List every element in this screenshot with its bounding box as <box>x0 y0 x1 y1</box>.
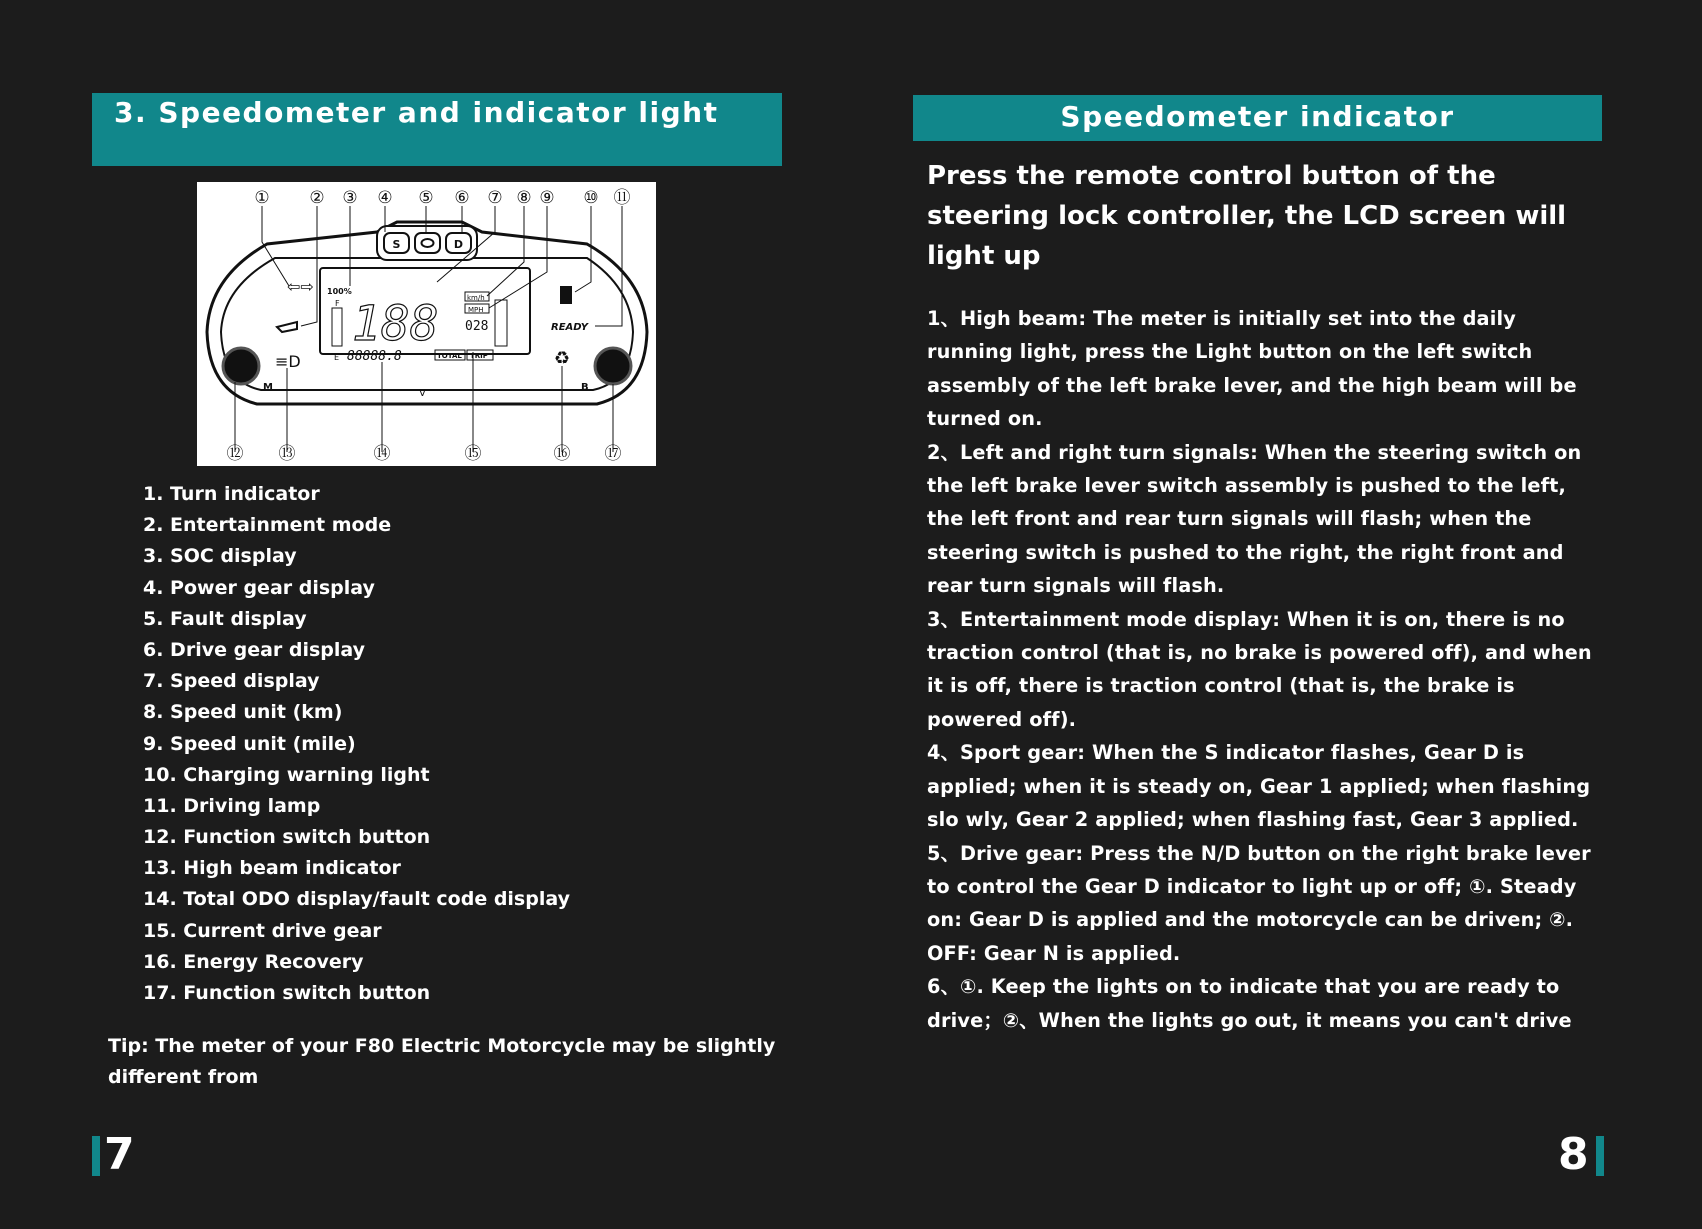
section-title-banner-right <box>913 95 1602 141</box>
s-button-label: S <box>392 238 401 251</box>
callout-11: ⑪ <box>613 188 631 208</box>
instruction-paragraph: 1、High beam: The meter is initially set into the daily running light, press the Light button on the left switch assembly of the left brake lever, and the high beam will be turned on. <box>927 307 1577 431</box>
page-number-bar-left <box>92 1136 100 1176</box>
instruction-paragraph: 5、Drive gear: Press the N/D button on the right brake lever to control the Gear D indicator to light up or off; ①. Steady on: Gear D is applied and the motorcycle can be driven; ②. OFF: Gear N is applied. <box>927 841 1591 965</box>
callout-16: ⑯ <box>553 444 571 464</box>
section-title: 3. Speedometer and indicator light <box>114 96 719 129</box>
mph-label: MPH <box>468 306 484 314</box>
page-number-right: 8 <box>1558 1129 1589 1180</box>
page-number-left: 7 <box>104 1129 135 1180</box>
svg-text:≡D: ≡D <box>275 352 301 371</box>
section-title-banner <box>92 93 782 166</box>
legend-item: 9. Speed unit (mile) <box>143 732 356 755</box>
d-button-label: D <box>453 238 464 251</box>
dashboard-diagram <box>197 182 656 466</box>
f-label: F <box>335 299 340 308</box>
callout-5: ⑤ <box>418 188 434 208</box>
callout-8: ⑧ <box>516 188 532 208</box>
legend-item: 6. Drive gear display <box>143 638 366 661</box>
instruction-paragraph: 2、Left and right turn signals: When the steering switch on the left brake lever switch assembly is pushed to the left, the left front and rear turn signals will flash; when the steering switch is pushed to the right, the right front and rear turn signals will flash. <box>927 440 1582 598</box>
svg-text:V: V <box>419 388 426 399</box>
legend-item: 16. Energy Recovery <box>143 950 364 973</box>
callout-15: ⑮ <box>464 444 482 464</box>
callout-3: ③ <box>342 188 358 208</box>
callout-4: ④ <box>377 188 393 208</box>
callout-2: ② <box>309 188 325 208</box>
soc-label: 100% <box>327 287 352 296</box>
callout-10: ⑩ <box>583 188 599 208</box>
legend-item: 2. Entertainment mode <box>143 514 392 537</box>
callout-13: ⑬ <box>278 444 296 464</box>
b-label: B <box>581 382 589 393</box>
legend-item: 15. Current drive gear <box>143 919 382 942</box>
gear-digits: 028 <box>465 319 489 334</box>
svg-text:⇦⇨: ⇦⇨ <box>287 277 314 296</box>
legend-item: 13. High beam indicator <box>143 857 401 880</box>
legend-item: 14. Total ODO display/fault code display <box>143 888 570 911</box>
callout-12: ⑫ <box>226 444 244 464</box>
callout-14: ⑭ <box>373 444 391 464</box>
intro-text: Press the remote control button of the steering lock controller, the LCD screen will light up <box>927 161 1567 271</box>
legend-item: 5. Fault display <box>143 607 307 630</box>
svg-text:♻: ♻ <box>554 348 571 369</box>
legend-item: 1. Turn indicator <box>143 483 320 505</box>
speed-digits: 188 <box>352 296 439 352</box>
instructions-body <box>927 302 1607 1037</box>
odo-digits: 88888.8 <box>347 349 402 364</box>
legend-item: 11. Driving lamp <box>143 794 321 817</box>
callout-17: ⑰ <box>604 444 622 464</box>
tip-text: Tip: The meter of your F80 Electric Motorcycle may be slightly different from <box>108 1035 776 1088</box>
page-number-bar-right <box>1596 1136 1604 1176</box>
instruction-paragraph: 6、①. Keep the lights on to indicate that you are ready to drive；②、When the lights go out, it means you can't drive <box>927 975 1572 1032</box>
trip-label: TRIP <box>470 352 488 360</box>
instruction-paragraph: 4、Sport gear: When the S indicator flashes, Gear D is applied; when it is steady on, Gear 1 applied; when flashing slo wly, Gear 2 applied; when flashing fast, Gear 3 applied. <box>927 741 1591 832</box>
legend-list <box>143 479 570 1009</box>
total-label: TOTAL <box>437 352 462 360</box>
callout-9: ⑨ <box>539 188 555 208</box>
legend-item: 7. Speed display <box>143 670 320 693</box>
section-title-right: Speedometer indicator <box>1060 100 1455 133</box>
legend-item: 12. Function switch button <box>143 826 431 849</box>
legend-item: 17. Function switch button <box>143 982 431 1004</box>
legend-item: 4. Power gear display <box>143 576 375 599</box>
legend-item: 8. Speed unit (km) <box>143 701 343 724</box>
ready-label: READY <box>551 322 589 333</box>
m-label: M <box>263 382 273 393</box>
callout-1: ① <box>254 188 270 208</box>
legend-item: 3. SOC display <box>143 545 297 568</box>
callout-7: ⑦ <box>487 188 503 208</box>
instruction-paragraph: 3、Entertainment mode display: When it is on, there is no traction control (that is, no brake is powered off), and when it is off, there is traction control (that is, the brake is powered off). <box>927 607 1592 731</box>
e-label: E <box>334 353 340 362</box>
callout-6: ⑥ <box>454 188 470 208</box>
legend-item: 10. Charging warning light <box>143 763 430 786</box>
kmh-label: km/h <box>467 294 485 302</box>
